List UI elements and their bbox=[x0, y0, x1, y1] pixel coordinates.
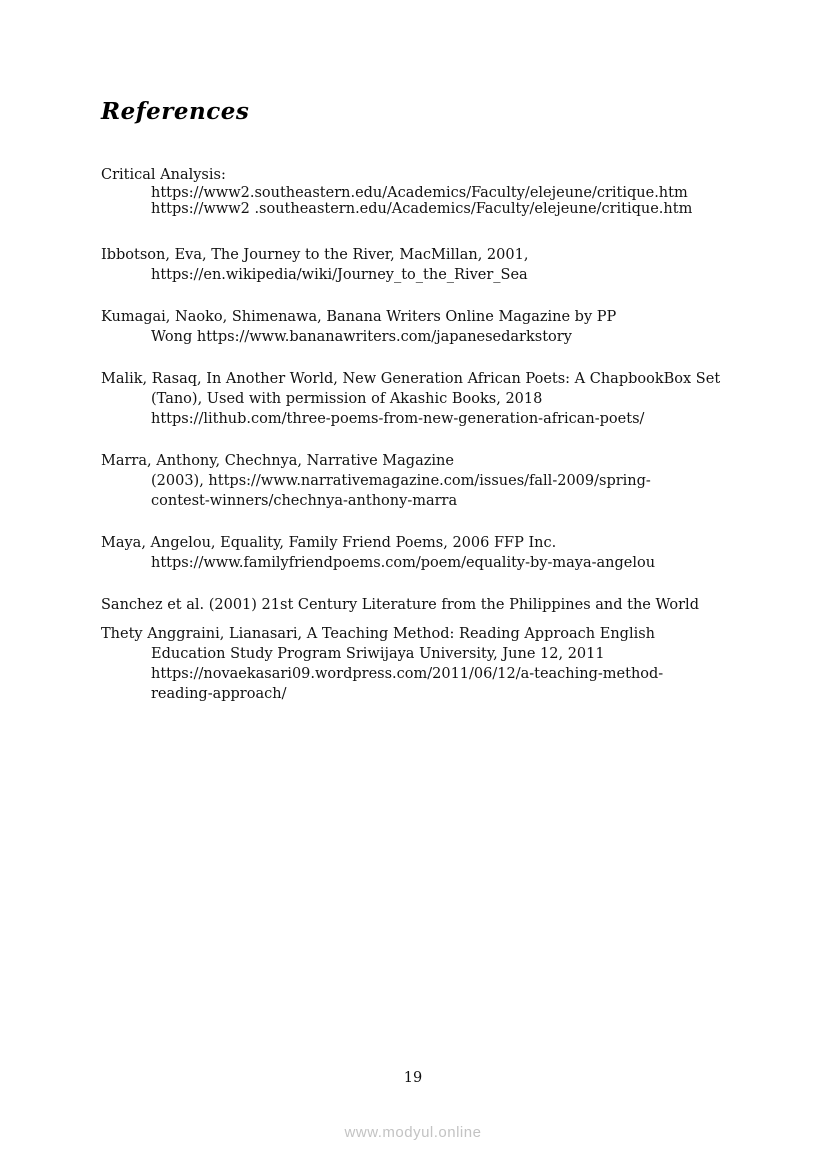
reference-entry bbox=[101, 533, 736, 573]
reference-entry bbox=[101, 245, 736, 285]
reference-entry bbox=[101, 451, 736, 511]
reference-url: https://lithub.com/three-poems-from-new-generation-african-poets/ bbox=[151, 411, 645, 427]
reference-url: https://en.wikipedia/wiki/Journey_to_the_River_Sea bbox=[151, 267, 528, 283]
reference-url: https://www2.southeastern.edu/Academics/Faculty/elejeune/critique.htm bbox=[151, 185, 688, 201]
reference-url: contest-winners/chechnya-anthony-marra bbox=[151, 493, 458, 509]
reference-line: Marra, Anthony, Chechnya, Narrative Magazine bbox=[101, 453, 454, 469]
reference-entry bbox=[101, 307, 736, 347]
reference-entry bbox=[101, 624, 736, 704]
reference-entry bbox=[101, 595, 736, 615]
reference-line: Sanchez et al. (2001) 21st Century Literature from the Philippines and the World bbox=[101, 597, 699, 613]
references-list bbox=[101, 165, 736, 704]
reference-line: Education Study Program Sriwijaya University, June 12, 2011 bbox=[151, 646, 605, 662]
reference-line: Kumagai, Naoko, Shimenawa, Banana Writers Online Magazine by PP bbox=[101, 309, 617, 325]
page-title: References bbox=[101, 98, 250, 125]
reference-url: Wong https://www.bananawriters.com/japanesedarkstory bbox=[151, 329, 572, 345]
reference-line: Critical Analysis: bbox=[101, 167, 226, 183]
page-number: 19 bbox=[403, 1070, 423, 1086]
watermark: www.modyul.online bbox=[344, 1124, 482, 1141]
reference-line: Thety Anggraini, Lianasari, A Teaching Method: Reading Approach English bbox=[101, 626, 656, 642]
reference-line: Ibbotson, Eva, The Journey to the River, MacMillan, 2001, bbox=[101, 247, 529, 263]
reference-url: https://www2 .southeastern.edu/Academics/Faculty/elejeune/critique.htm bbox=[151, 201, 693, 217]
reference-url: https://www.familyfriendpoems.com/poem/equality-by-maya-angelou bbox=[151, 555, 656, 571]
reference-line: Malik, Rasaq, In Another World, New Generation African Poets: A ChapbookBox Set bbox=[101, 371, 721, 387]
reference-entry bbox=[101, 369, 736, 429]
reference-entry bbox=[101, 165, 736, 217]
reference-url: (2003), https://www.narrativemagazine.com/issues/fall-2009/spring- bbox=[151, 473, 651, 489]
reference-url: https://novaekasari09.wordpress.com/2011/06/12/a-teaching-method- bbox=[151, 666, 664, 682]
page-content bbox=[101, 98, 736, 704]
reference-url: reading-approach/ bbox=[151, 686, 287, 702]
reference-line: (Tano), Used with permission of Akashic Books, 2018 bbox=[151, 391, 543, 407]
reference-line: Maya, Angelou, Equality, Family Friend Poems, 2006 FFP Inc. bbox=[101, 535, 557, 551]
